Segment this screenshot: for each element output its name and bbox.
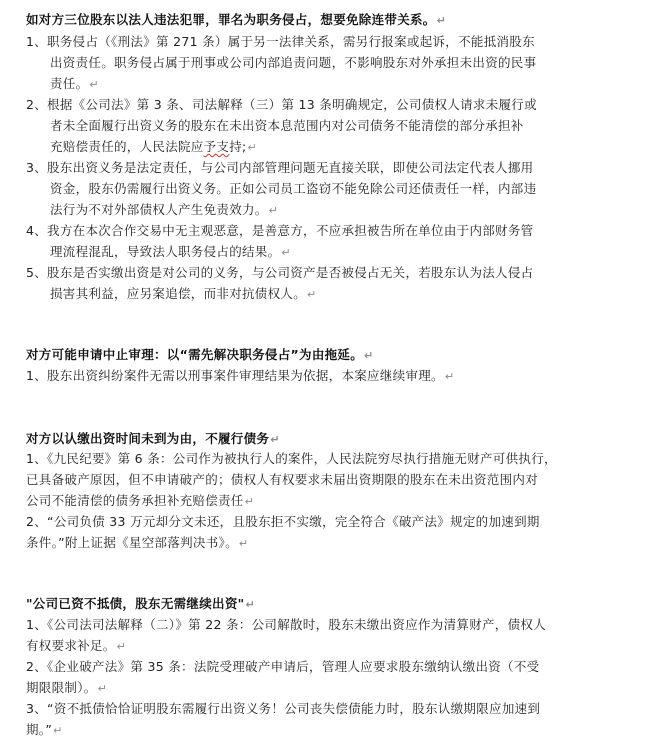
section3-title: 对方以认缴出资时间未到为由，不履行债务↵ [26,431,280,446]
paragraph-mark-icon: ↵ [238,537,249,550]
s1-item2-line1: 2、根据《公司法》第 3 条、司法解释（三）第 13 条明确规定，公司债权人请求未履行或 [26,97,537,112]
s2-item1-line1: 1、股东出资纠纷案件无需以刑事案件审理结果为依据，本案应继续审理。↵ [26,368,455,383]
s3-item1-line2: 已具备破产原因，但不申请破产的；债权人有权要求未届出资期限的股东在未出资范围内对 [26,472,539,487]
section1-title: 如对方三位股东以法人违法犯罪，罪名为职务侵占，想要免除连带关系。↵ [26,12,447,27]
paragraph-mark-icon: ↵ [364,349,374,362]
s1-item1-line1: 1、职务侵占（《刑法》第 271 条）属于另一法律关系，需另行报案或起诉，不能抵消股东 [26,34,535,49]
s4-item3-line2: 期。”↵ [26,722,63,737]
s1-item3-line2: 资金，股东仍需履行出资义务。正如公司员工盗窃不能免除公司还债责任一样，内部违 [50,181,537,196]
s1-item4-line1: 4、我方在本次合作交易中无主观恶意，是善意方，不应承担被告所在单位由于内部财务管 [26,223,534,238]
paragraph-mark-icon: ↵ [116,640,127,653]
paragraph-mark-icon: ↵ [307,288,317,301]
s1-item4-line2: 理流程混乱，导致法人职务侵占的结果。↵ [50,244,291,259]
s1-item2-line2: 者未全面履行出资义务的股东在未出资本息范围内对公司债务不能清偿的部分承担补 [50,118,524,133]
paragraph-mark-icon: ↵ [268,204,279,217]
paragraph-mark-icon: ↵ [444,370,455,383]
paragraph-mark-icon: ↵ [53,724,63,737]
s1-item2-line3: 充赔偿责任的，人民法院应予支持;↵ [50,139,258,154]
paragraph-mark-icon: ↵ [244,495,255,508]
paragraph-mark-icon: ↵ [89,78,99,91]
s1-item5-line1: 5、股东是否实缴出资是对公司的义务，与公司资产是否被侵占无关，若股东认为法人侵占 [26,265,534,280]
s1-item1-line2: 出资责任。职务侵占属于刑事或公司内部追责问题，不影响股东对外承担未出资的民事 [50,55,537,70]
section2-title: 对方可能申请中止审理：以“需先解决职务侵占”为由拖延。↵ [26,347,374,362]
s4-item1-line1: 1、《公司法司法解释（二）》第 22 条：公司解散时，股东未缴出资应作为清算财产，债权人 [26,617,547,632]
s1-item1-line3: 责任。↵ [50,76,99,91]
s4-item3-line1: 3、“资不抵债恰恰证明股东需履行出资义务！公司丧失偿债能力时，股东认缴期限应加速到 [26,701,541,716]
s3-item2-line1: 2、“公司负债 33 万元却分文未还，且股东拒不实缴，完全符合《破产法》规定的加速到期 [26,514,540,529]
paragraph-mark-icon: ↵ [436,14,447,27]
paragraph-mark-icon: ↵ [97,682,108,695]
s1-item5-line2: 损害其利益，应另案追偿，而非对抗债权人。↵ [50,286,317,301]
paragraph-mark-icon: ↵ [247,141,258,154]
s4-item2-line2: 期限限制）。↵ [26,680,108,695]
s4-item2-line1: 2、《企业破产法》第 35 条：法院受理破产申请后，管理人应要求股东缴纳认缴出资（不受 [26,659,540,674]
s3-item1-line3: 公司不能清偿的债务承担补充赔偿责任↵ [26,493,255,508]
s3-item1-line1: 1、《九民纪要》第 6 条：公司作为被执行人的案件，人民法院穷尽执行措施无财产可供执行， [26,451,557,466]
paragraph-mark-icon: ↵ [245,598,255,611]
section4-title: "公司已资不抵债，股东无需继续出资"↵ [26,596,255,611]
paragraph-mark-icon: ↵ [281,246,291,259]
s4-item1-line2: 有权要求补足。↵ [26,638,127,653]
paragraph-mark-icon: ↵ [270,433,280,446]
spellcheck-marked-text[interactable]: 予支 [203,139,230,154]
s1-item3-line3: 法行为不对外部债权人产生免责效力。↵ [50,202,279,217]
s1-item3-line1: 3、股东出资义务是法定责任，与公司内部管理问题无直接关联，即使公司法定代表人挪用 [26,160,534,175]
s3-item2-line2: 条件。”附上证据《星空部落判决书》。↵ [26,535,249,550]
